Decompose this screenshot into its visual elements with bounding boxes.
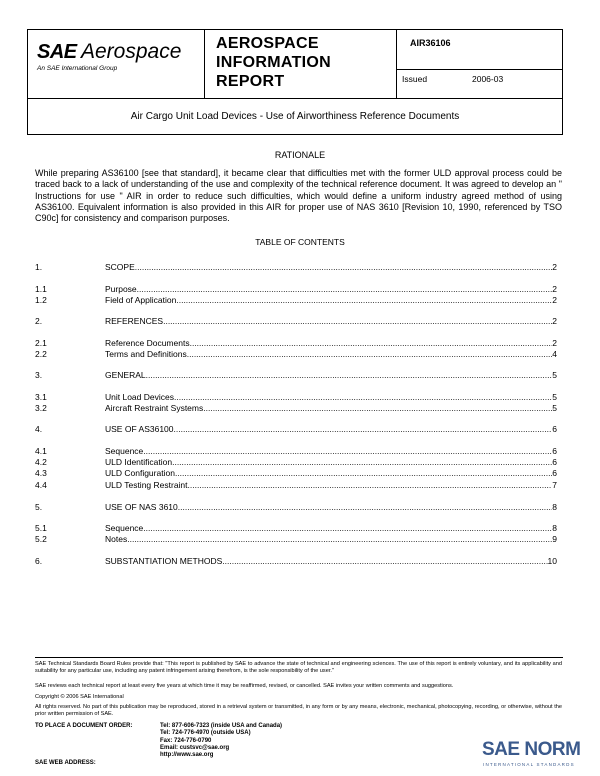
order-contact <box>160 723 282 759</box>
toc-entry[interactable] <box>35 316 557 327</box>
order-phone-intl: Tel: 724-776-4970 (outside USA) <box>160 730 251 737</box>
watermark-logo: SAE NORM <box>482 739 581 760</box>
order-phone-usa: Tel: 877-606-7323 (inside USA and Canada) <box>160 723 283 729</box>
toc-entry-label: Unit Load Devices <box>105 392 174 402</box>
document-number: AIR36106 <box>410 38 451 48</box>
toc-entry[interactable] <box>35 295 557 306</box>
issued-label: Issued <box>402 74 428 84</box>
toc-entry-label: SUBSTANTIATION METHODS <box>105 556 223 566</box>
toc-entry-label: Notes <box>105 534 128 544</box>
toc-entry[interactable] <box>35 262 557 273</box>
toc-entry-number: 4.3 <box>35 468 47 478</box>
toc-entry-number: 3.1 <box>35 392 47 402</box>
order-label: TO PLACE A DOCUMENT ORDER: <box>35 723 133 729</box>
toc-entry-number: 5. <box>35 502 43 512</box>
rights-text: All rights reserved. No part of this publication may be reproduced, stored in a retrieval system or transmitted, in any form or by any means, electronic, mechanical, photocopying, recording, or otherwise, without the prior written permission of SAE. <box>35 704 562 717</box>
issued-date: 2006-03 <box>472 74 504 84</box>
toc-entry-label: Aircraft Restraint Systems <box>105 403 204 413</box>
toc-entry-number: 2.1 <box>35 338 47 348</box>
toc-entry-label: ULD Identification <box>105 457 173 467</box>
toc-entry-number: 4. <box>35 424 43 434</box>
report-type: AEROSPACE INFORMATION REPORT <box>216 35 331 90</box>
toc-entry[interactable] <box>35 502 557 513</box>
toc-entry-label: REFERENCES <box>105 316 164 326</box>
toc-entry-label: Field of Application <box>105 295 177 305</box>
toc-entry-page: 2 <box>552 262 557 272</box>
toc-entry[interactable] <box>35 523 557 534</box>
toc-entry-number: 3. <box>35 370 43 380</box>
toc-entry-label: Sequence <box>105 446 144 456</box>
toc-entry-number: 2. <box>35 316 43 326</box>
toc-entry-page: 2 <box>552 316 557 326</box>
toc-entry[interactable] <box>35 424 557 435</box>
toc-entry-label: SCOPE <box>105 262 135 272</box>
watermark-subtitle: INTERNATIONAL STANDARDS <box>483 762 575 767</box>
toc-entry-page: 7 <box>552 480 557 490</box>
toc-entry-page: 6 <box>552 446 557 456</box>
rationale-heading: RATIONALE <box>274 150 326 160</box>
toc-entry-number: 3.2 <box>35 403 47 413</box>
toc-entry[interactable] <box>35 338 557 349</box>
toc-entry-label: ULD Testing Restraint <box>105 480 188 490</box>
toc-entry-page: 10 <box>547 556 557 566</box>
sae-logo: SAE <box>37 41 77 63</box>
rationale-text: While preparing AS36100 [see that standard], it became clear that difficulties met with the former ULD approval process could be traced back to a lack of understanding of the use and complexity of the technical reference document. It was agreed to develop an " Instructions for use " AIR in order to reduce such difficulties, which would define a uniform industry agreed method of using AS36100. Equivalent information is also provided in this AIR for proper use of NAS 3610 [Revision 10, 1990, referenced by TSO C90c] for consistency and comparison purposes. <box>35 168 562 224</box>
toc-entry-page: 2 <box>552 284 557 294</box>
toc-entry[interactable] <box>35 370 557 381</box>
toc-entry-number: 4.2 <box>35 457 47 467</box>
toc-heading: TABLE OF CONTENTS <box>255 237 345 247</box>
toc-entry-page: 6 <box>552 468 557 478</box>
toc-entry-number: 1.2 <box>35 295 47 305</box>
toc-entry-page: 4 <box>552 349 557 359</box>
footer-divider <box>35 657 563 658</box>
toc-entry[interactable] <box>35 556 557 567</box>
toc-entry-label: Sequence <box>105 523 144 533</box>
toc-entry[interactable] <box>35 284 557 295</box>
toc-entry-number: 5.2 <box>35 534 47 544</box>
toc-entry[interactable] <box>35 534 557 545</box>
copyright-text: Copyright © 2006 SAE International <box>35 694 124 700</box>
toc-entry-page: 5 <box>552 403 557 413</box>
toc-entry-number: 6. <box>35 556 43 566</box>
toc-entry-number: 1.1 <box>35 284 47 294</box>
order-email[interactable]: Email: custsvc@sae.org <box>160 744 230 751</box>
toc-entry[interactable] <box>35 392 557 403</box>
toc-entry-page: 2 <box>552 295 557 305</box>
toc-entry-number: 4.1 <box>35 446 47 456</box>
document-title: Air Cargo Unit Load Devices - Use of Airworthiness Reference Documents <box>27 99 563 135</box>
review-text: SAE reviews each technical report at least every five years at which time it may be reaffirmed, revised, or cancelled. SAE invites your written comments and suggestions. <box>35 683 454 689</box>
web-address-label: SAE WEB ADDRESS: <box>35 760 96 766</box>
toc-entry-page: 5 <box>552 392 557 402</box>
toc-entry-page: 5 <box>552 370 557 380</box>
toc-entry-label: USE OF NAS 3610 <box>105 502 178 512</box>
order-fax: Fax: 724-776-0790 <box>160 737 212 744</box>
toc-entry[interactable] <box>35 349 557 360</box>
aerospace-logo-text: Aerospace <box>81 40 182 63</box>
toc-entry-number: 1. <box>35 262 43 272</box>
toc-entry-page: 6 <box>552 424 557 434</box>
toc-entry-page: 8 <box>552 523 557 533</box>
toc-entry-page: 9 <box>552 534 557 544</box>
toc-entry-page: 6 <box>552 457 557 467</box>
toc-entry[interactable] <box>35 457 557 468</box>
toc-entry-page: 2 <box>552 338 557 348</box>
board-rules-text: SAE Technical Standards Board Rules provide that: "This report is published by SAE to advance the state of technical and engineering sciences. The use of this report is entirely voluntary, and its applicability and suitability for any particular use, including any patent infringement arising therefrom, is the sole responsibility of the user." <box>35 661 562 674</box>
toc-entry-number: 2.2 <box>35 349 47 359</box>
toc-entry-number: 5.1 <box>35 523 47 533</box>
toc-entry-page: 8 <box>552 502 557 512</box>
toc-entry-label: USE OF AS36100 <box>105 424 174 434</box>
toc-entry-label: Purpose <box>105 284 137 294</box>
toc-entry[interactable] <box>35 403 557 414</box>
toc-entry-label: Reference Documents <box>105 338 190 348</box>
toc-entry-label: ULD Configuration <box>105 468 175 478</box>
logo-subtitle: An SAE International Group <box>37 65 118 72</box>
toc-entry[interactable] <box>35 468 557 479</box>
toc-entry-number: 4.4 <box>35 480 47 490</box>
toc-entry[interactable] <box>35 446 557 457</box>
toc-entry-label: Terms and Definitions <box>105 349 187 359</box>
sae-web-link[interactable]: http://www.sae.org <box>160 752 214 759</box>
toc-entry[interactable] <box>35 480 557 491</box>
toc-entry-label: GENERAL <box>105 370 146 380</box>
